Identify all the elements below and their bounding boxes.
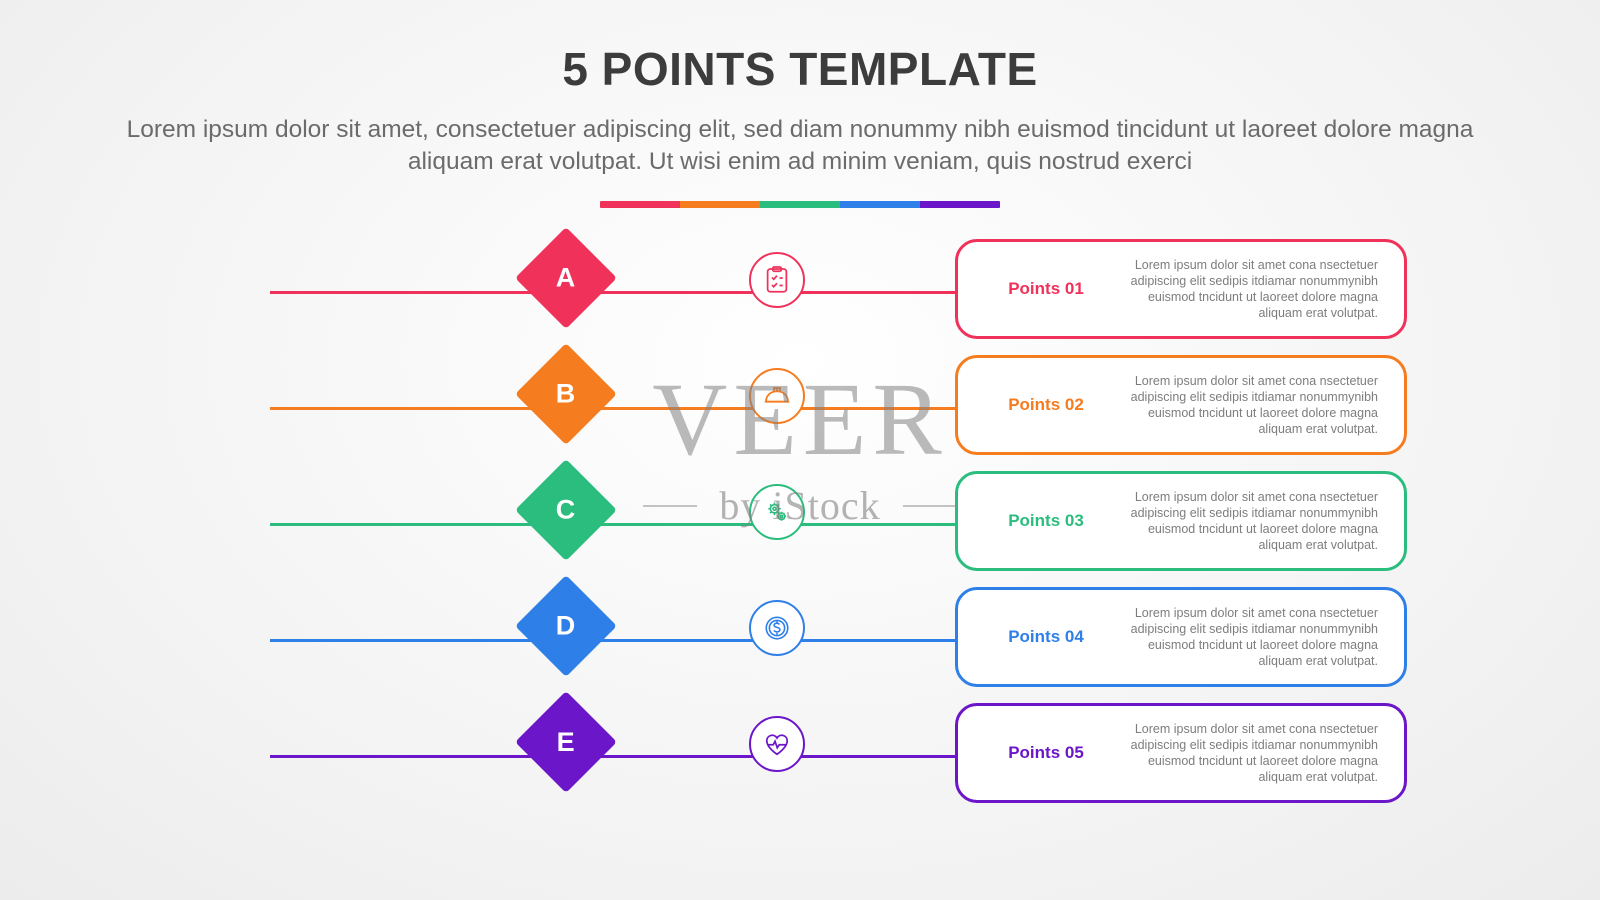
diamond-letter: D (556, 610, 576, 641)
diamond-letter: E (556, 726, 576, 757)
diamond-letter: B (556, 378, 576, 409)
color-accent-bar (600, 201, 1000, 208)
watermark-main-text: VEER (652, 362, 948, 477)
points-list (0, 234, 1600, 814)
connector-line (270, 755, 960, 758)
diamond-letter: C (556, 494, 576, 525)
point-diamond-badge[interactable] (515, 691, 617, 793)
point-label: Points 03 (1008, 510, 1084, 530)
point-row (0, 698, 1600, 814)
point-icon-circle[interactable] (749, 716, 805, 772)
point-icon-circle[interactable] (749, 368, 805, 424)
diamond-letter: A (556, 262, 576, 293)
point-diamond-badge[interactable] (515, 459, 617, 561)
connector-line (270, 639, 960, 642)
watermark-sub-text: by iStock (719, 483, 881, 528)
point-label: Points 01 (1008, 278, 1084, 298)
point-description-box[interactable] (955, 471, 1407, 571)
heartbeat-icon (762, 729, 792, 759)
connector-line (270, 407, 960, 410)
point-text: Lorem ipsum dolor sit amet cona nsectetuer adipiscing elit sedipis itdiamar nonummynibh euismod tncidunt ut laoreet dolore magna aliquam erat volutpat. (1130, 489, 1378, 552)
page-subtitle: Lorem ipsum dolor sit amet, consectetuer adipiscing elit, sed diam nonummy nibh euismod tincidunt ut laoreet dolore magna aliquam erat volutpat. Ut wisi enim ad minim veniam, quis nostrud exerci (126, 116, 1474, 176)
color-segment-4 (840, 201, 920, 208)
point-text: Lorem ipsum dolor sit amet cona nsectetuer adipiscing elit sedipis itdiamar nonummynibh euismod tncidunt ut laoreet dolore magna aliquam erat volutpat. (1130, 721, 1378, 784)
color-segment-5 (920, 201, 1000, 208)
point-description-box[interactable] (955, 703, 1407, 803)
point-icon-circle[interactable] (749, 600, 805, 656)
point-label: Points 02 (1008, 394, 1084, 414)
connector-line (270, 523, 960, 526)
point-row (0, 466, 1600, 582)
connector-line (270, 291, 960, 294)
point-diamond-badge[interactable] (515, 575, 617, 677)
point-description-box[interactable] (955, 587, 1407, 687)
color-segment-3 (760, 201, 840, 208)
point-diamond-badge[interactable] (515, 227, 617, 329)
dollar-coin-icon (762, 613, 792, 643)
point-text: Lorem ipsum dolor sit amet cona nsectetuer adipiscing elit sedipis itdiamar nonummynibh euismod tncidunt ut laoreet dolore magna aliquam erat volutpat. (1130, 373, 1378, 436)
point-text: Lorem ipsum dolor sit amet cona nsectetuer adipiscing elit sedipis itdiamar nonummynibh euismod tncidunt ut laoreet dolore magna aliquam erat volutpat. (1130, 605, 1378, 668)
point-row (0, 350, 1600, 466)
color-segment-2 (680, 201, 760, 208)
point-diamond-badge[interactable] (515, 343, 617, 445)
point-description-box[interactable] (955, 239, 1407, 339)
point-description-box[interactable] (955, 355, 1407, 455)
clipboard-checklist-icon (762, 265, 792, 295)
point-icon-circle[interactable] (749, 252, 805, 308)
point-label: Points 05 (1008, 742, 1084, 762)
gears-icon (762, 497, 792, 527)
point-text: Lorem ipsum dolor sit amet cona nsectetuer adipiscing elit sedipis itdiamar nonummynibh euismod tncidunt ut laoreet dolore magna aliquam erat volutpat. (1130, 257, 1378, 320)
point-label: Points 04 (1008, 626, 1084, 646)
page-title: 5 POINTS TEMPLATE (562, 43, 1038, 95)
point-row (0, 582, 1600, 698)
color-segment-1 (600, 201, 680, 208)
point-icon-circle[interactable] (749, 484, 805, 540)
point-row (0, 234, 1600, 350)
hard-hat-icon (762, 381, 792, 411)
